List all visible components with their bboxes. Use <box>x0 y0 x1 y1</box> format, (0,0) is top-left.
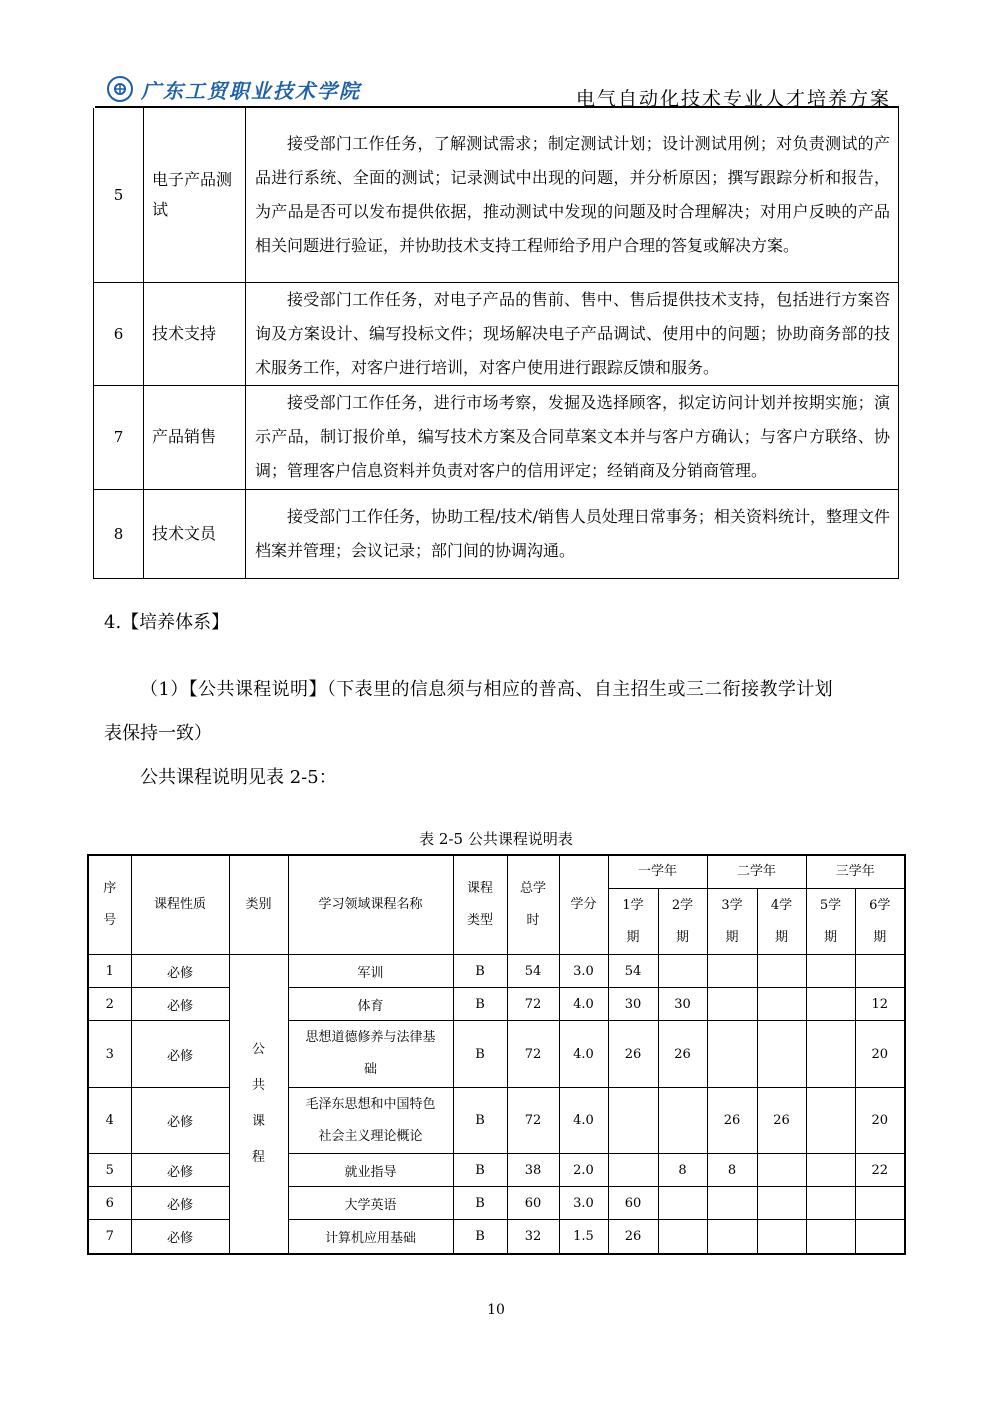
table-row <box>88 1088 905 1154</box>
cell-term <box>707 1187 757 1220</box>
cell-category: 公共课程 <box>229 955 288 1254</box>
job-table <box>93 108 899 579</box>
cell-term <box>855 1187 905 1220</box>
cell-nature: 必修 <box>131 1088 229 1154</box>
cell-term: 54 <box>608 955 658 988</box>
col-header-term-2: 2学期 <box>658 889 707 955</box>
cell-term <box>757 1220 806 1254</box>
cell-nature: 必修 <box>131 1154 229 1187</box>
cell-credit: 3.0 <box>559 955 608 988</box>
cell-name: 大学英语 <box>288 1187 453 1220</box>
cell-term: 8 <box>658 1154 707 1187</box>
job-description: 接受部门工作任务，协助工程/技术/销售人员处理日常事务；相关资料统计，整理文件档案并管理；会议记录；部门间的协调沟通。 <box>246 489 899 578</box>
cell-hours: 72 <box>507 1021 559 1088</box>
section-heading: 4.【培养体系】 <box>104 612 230 633</box>
cell-term <box>757 988 806 1021</box>
table-row <box>88 1154 905 1187</box>
col-header-no: 序号 <box>88 855 131 955</box>
job-description: 接受部门工作任务，了解测试需求；制定测试计划；设计测试用例；对负责测试的产品进行系统、全面的测试；记录测试中出现的问题，并分析原因；撰写跟踪分析和报告，为产品是否可以发布提供依据，推动测试中发现的问题及时合理解决；对用户反映的产品相关问题进行验证，并协助技术支持工程师给予用户合理的答复或解决方案。 <box>246 108 899 282</box>
cell-hours: 38 <box>507 1154 559 1187</box>
job-title: 产品销售 <box>144 385 246 489</box>
cell-nature: 必修 <box>131 1021 229 1088</box>
cell-credit: 1.5 <box>559 1220 608 1254</box>
cell-term: 26 <box>658 1021 707 1088</box>
cell-term: 8 <box>707 1154 757 1187</box>
cell-term <box>855 1220 905 1254</box>
cell-type: B <box>453 955 507 988</box>
col-header-credit: 学分 <box>559 855 608 955</box>
cell-term: 26 <box>608 1220 658 1254</box>
cell-hours: 32 <box>507 1220 559 1254</box>
table-caption: 表 2-5 公共课程说明表 <box>419 830 573 848</box>
cell-no: 3 <box>88 1021 131 1088</box>
cell-hours: 54 <box>507 955 559 988</box>
cell-type: B <box>453 1154 507 1187</box>
cell-term <box>658 1088 707 1154</box>
cell-term <box>658 955 707 988</box>
cell-credit: 4.0 <box>559 988 608 1021</box>
cell-hours: 72 <box>507 988 559 1021</box>
cell-term <box>658 1220 707 1254</box>
cell-term: 12 <box>855 988 905 1021</box>
job-title: 电子产品测试 <box>144 108 246 282</box>
col-header-year-2: 二学年 <box>707 855 806 889</box>
page-number: 10 <box>487 1302 505 1318</box>
paragraph-line: （1）【公共课程说明】（下表里的信息须与相应的普高、自主招生或三二衔接教学计划 <box>140 679 834 700</box>
job-row <box>94 489 899 578</box>
cell-name: 计算机应用基础 <box>288 1220 453 1254</box>
document-title: 电气自动化技术专业人才培养方案 <box>575 88 891 110</box>
cell-nature: 必修 <box>131 1220 229 1254</box>
cell-term: 22 <box>855 1154 905 1187</box>
cell-no: 2 <box>88 988 131 1021</box>
cell-name: 思想道德修养与法律基础 <box>288 1021 453 1088</box>
cell-term <box>707 1021 757 1088</box>
cell-term: 30 <box>608 988 658 1021</box>
cell-term <box>658 1187 707 1220</box>
col-header-category: 类别 <box>229 855 288 955</box>
cell-term <box>707 988 757 1021</box>
job-title: 技术文员 <box>144 489 246 578</box>
cell-no: 1 <box>88 955 131 988</box>
cell-term <box>707 955 757 988</box>
cell-term: 26 <box>757 1088 806 1154</box>
cell-term <box>806 1154 855 1187</box>
table-row <box>88 1187 905 1220</box>
col-header-term-4: 4学期 <box>757 889 806 955</box>
cell-name: 体育 <box>288 988 453 1021</box>
cell-term <box>707 1220 757 1254</box>
col-header-year-3: 三学年 <box>806 855 905 889</box>
cell-term: 30 <box>658 988 707 1021</box>
cell-credit: 2.0 <box>559 1154 608 1187</box>
col-header-type: 课程类型 <box>453 855 507 955</box>
cell-credit: 4.0 <box>559 1021 608 1088</box>
table-row <box>88 955 905 988</box>
cell-nature: 必修 <box>131 1187 229 1220</box>
col-header-term-6: 6学期 <box>855 889 905 955</box>
job-description: 接受部门工作任务，进行市场考察，发掘及选择顾客，拟定访问计划并按期实施；演示产品，制订报价单，编写技术方案及合同草案文本并与客户方确认；与客户方联络、协调；管理客户信息资料并负责对客户的信用评定；经销商及分销商管理。 <box>246 385 899 489</box>
col-header-term-1: 1学期 <box>608 889 658 955</box>
college-name: 广东工贸职业技术学院 <box>141 78 361 103</box>
cell-credit: 4.0 <box>559 1088 608 1154</box>
job-row <box>94 282 899 385</box>
cell-type: B <box>453 1187 507 1220</box>
cell-hours: 60 <box>507 1187 559 1220</box>
course-table <box>87 854 906 1255</box>
col-header-name: 学习领域课程名称 <box>288 855 453 955</box>
job-row <box>94 108 899 282</box>
table-row <box>88 1021 905 1088</box>
cell-no: 5 <box>88 1154 131 1187</box>
cell-type: B <box>453 988 507 1021</box>
cell-type: B <box>453 1021 507 1088</box>
cell-name: 毛泽东思想和中国特色社会主义理论概论 <box>288 1088 453 1154</box>
cell-name: 就业指导 <box>288 1154 453 1187</box>
paragraph: 公共课程说明见表 2-5： <box>140 767 337 788</box>
cell-no: 6 <box>88 1187 131 1220</box>
table-header-row <box>88 855 905 889</box>
cell-no: 7 <box>88 1220 131 1254</box>
cell-term <box>806 1088 855 1154</box>
cell-term <box>757 1187 806 1220</box>
cell-term <box>757 955 806 988</box>
cell-type: B <box>453 1220 507 1254</box>
job-number: 5 <box>94 108 144 282</box>
col-header-year-1: 一学年 <box>608 855 707 889</box>
cell-hours: 72 <box>507 1088 559 1154</box>
cell-term <box>608 1154 658 1187</box>
col-header-hours: 总学时 <box>507 855 559 955</box>
cell-term: 26 <box>608 1021 658 1088</box>
page-header <box>95 72 905 108</box>
job-number: 8 <box>94 489 144 578</box>
college-seal-icon <box>107 76 133 102</box>
college-logo <box>107 74 361 104</box>
cell-term <box>806 955 855 988</box>
cell-term: 20 <box>855 1088 905 1154</box>
cell-term <box>757 1154 806 1187</box>
cell-term <box>608 1088 658 1154</box>
col-header-term-3: 3学期 <box>707 889 757 955</box>
cell-credit: 3.0 <box>559 1187 608 1220</box>
job-description: 接受部门工作任务，对电子产品的售前、售中、售后提供技术支持，包括进行方案咨询及方案设计、编写投标文件；现场解决电子产品调试、使用中的问题；协助商务部的技术服务工作，对客户进行培训，对客户使用进行跟踪反馈和服务。 <box>246 282 899 385</box>
cell-term <box>757 1021 806 1088</box>
cell-term: 20 <box>855 1021 905 1088</box>
cell-name: 军训 <box>288 955 453 988</box>
job-title: 技术支持 <box>144 282 246 385</box>
cell-term <box>806 1220 855 1254</box>
cell-type: B <box>453 1088 507 1154</box>
job-number: 7 <box>94 385 144 489</box>
paragraph-line: 表保持一致） <box>104 723 212 744</box>
cell-nature: 必修 <box>131 988 229 1021</box>
cell-term <box>855 955 905 988</box>
table-row <box>88 988 905 1021</box>
table-row <box>88 1220 905 1254</box>
job-number: 6 <box>94 282 144 385</box>
col-header-nature: 课程性质 <box>131 855 229 955</box>
cell-nature: 必修 <box>131 955 229 988</box>
cell-term <box>806 1021 855 1088</box>
col-header-term-5: 5学期 <box>806 889 855 955</box>
cell-term <box>806 988 855 1021</box>
cell-term: 26 <box>707 1088 757 1154</box>
cell-term <box>806 1187 855 1220</box>
cell-no: 4 <box>88 1088 131 1154</box>
cell-term: 60 <box>608 1187 658 1220</box>
job-row <box>94 385 899 489</box>
